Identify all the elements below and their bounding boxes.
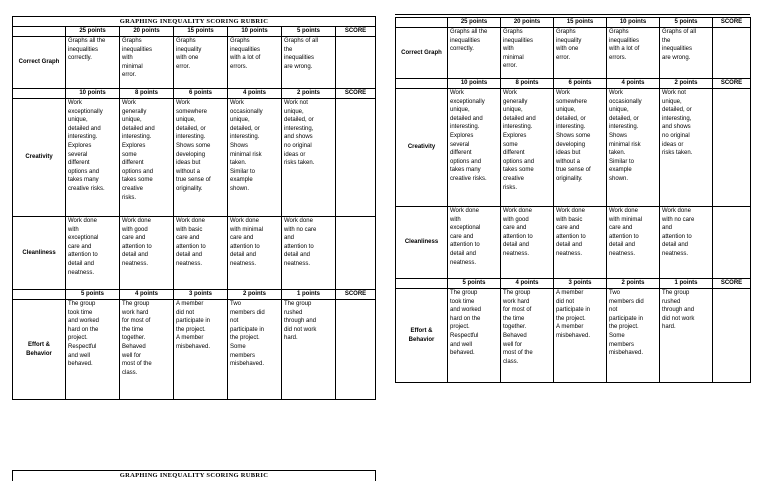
score-header: SCORE	[336, 89, 376, 99]
criteria-cell: Two members did not participate in the project. Some members misbehaved.	[607, 289, 660, 383]
points-header: 6 points	[174, 89, 228, 99]
points-header: 4 points	[120, 290, 174, 300]
criteria-cell: Graphs of all the inequalities are wrong.	[660, 28, 713, 79]
criteria-cell: Work done with basic care and attention to detail and neatness.	[554, 207, 607, 279]
criteria-cell: The group took time and worked hard on the project. Respectful and well behaved.	[448, 289, 501, 383]
score-cell[interactable]	[336, 37, 376, 89]
score-cell[interactable]	[713, 28, 751, 79]
criteria-cell: A member did not participate in the project. A member misbehaved.	[554, 289, 607, 383]
points-header: 8 points	[120, 89, 174, 99]
criteria-cell: Graphs inequalities with a lot of errors.	[607, 28, 660, 79]
criteria-cell: Work occasionally unique, detailed, or interesting. Shows minimal risk taken. Similar to example shown.	[228, 99, 282, 217]
points-header: 3 points	[554, 279, 607, 289]
criteria-cell: The group rushed through and did not work hard.	[660, 289, 713, 383]
rubric-title: GRAPHING INEQUALITY SCORING RUBRIC	[13, 17, 376, 27]
criteria-cell: Graphs all the inequalities correctly.	[448, 28, 501, 79]
points-header: 20 points	[501, 18, 554, 28]
criteria-cell: Graphs inequality with one error.	[554, 28, 607, 79]
criteria-cell: Work not unique, detailed, or interesting, and shows no original ideas or risks taken.	[282, 99, 336, 217]
points-header: 3 points	[174, 290, 228, 300]
rubric-title-bottom: GRAPHING INEQUALITY SCORING RUBRIC	[12, 470, 376, 481]
points-header: 8 points	[501, 79, 554, 89]
category-creativity: Creativity	[396, 89, 448, 207]
score-cell[interactable]	[336, 99, 376, 217]
points-header: 5 points	[66, 290, 120, 300]
points-header: 5 points	[282, 27, 336, 37]
criteria-cell: Graphs all the inequalities correctly.	[66, 37, 120, 89]
criteria-cell: Two members did not participate in the project. Some members misbehaved.	[228, 300, 282, 400]
score-cell[interactable]	[336, 300, 376, 400]
points-header: 10 points	[228, 27, 282, 37]
score-cell[interactable]	[336, 217, 376, 290]
points-header: 4 points	[607, 79, 660, 89]
category-effort-behavior: Effort & Behavior	[13, 300, 66, 400]
rubric-table-left	[12, 16, 376, 400]
criteria-cell: Graphs inequalities with minimal error.	[120, 37, 174, 89]
score-header: SCORE	[336, 290, 376, 300]
criteria-cell: Work done with exceptional care and attention to detail and neatness.	[448, 207, 501, 279]
score-cell[interactable]	[713, 89, 751, 207]
criteria-cell: Work somewhere unique, detailed, or interesting. Shows some developing ideas but without a true sense of originality.	[554, 89, 607, 207]
category-cleanliness: Cleanliness	[396, 207, 448, 279]
criteria-cell: Work somewhere unique, detailed, or interesting. Shows some developing ideas but without a true sense of originality.	[174, 99, 228, 217]
category-cleanliness: Cleanliness	[13, 217, 66, 290]
criteria-cell: Graphs inequalities with minimal error.	[501, 28, 554, 79]
criteria-cell: The group took time and worked hard on the project. Respectful and well behaved.	[66, 300, 120, 400]
points-header: 4 points	[501, 279, 554, 289]
criteria-cell: Work done with exceptional care and attention to detail and neatness.	[66, 217, 120, 290]
criteria-cell: Work generally unique, detailed and interesting. Explores some different options and takes some creative risks.	[501, 89, 554, 207]
points-header: 10 points	[66, 89, 120, 99]
points-header: 2 points	[282, 89, 336, 99]
points-header: 15 points	[174, 27, 228, 37]
score-header: SCORE	[336, 27, 376, 37]
criteria-cell: The group work hard for most of the time together. Behaved well for most of the class.	[120, 300, 174, 400]
criteria-cell: Work done with no care and attention to detail and neatness.	[660, 207, 713, 279]
criteria-cell: A member did not participate in the project. A member misbehaved.	[174, 300, 228, 400]
points-header: 5 points	[660, 18, 713, 28]
points-header: 25 points	[66, 27, 120, 37]
score-header: SCORE	[713, 18, 751, 28]
criteria-cell: Work done with basic care and attention to detail and neatness.	[174, 217, 228, 290]
score-header: SCORE	[713, 79, 751, 89]
points-header: 1 points	[282, 290, 336, 300]
score-cell[interactable]	[713, 207, 751, 279]
points-header: 2 points	[228, 290, 282, 300]
points-header: 6 points	[554, 79, 607, 89]
score-header: SCORE	[713, 279, 751, 289]
criteria-cell: Work done with no care and attention to detail and neatness.	[282, 217, 336, 290]
criteria-cell: Work done with minimal care and attention to detail and neatness.	[228, 217, 282, 290]
criteria-cell: Work done with good care and attention to detail and neatness.	[120, 217, 174, 290]
points-header: 10 points	[607, 18, 660, 28]
criteria-cell: Work generally unique, detailed and interesting. Explores some different options and takes some creative risks.	[120, 99, 174, 217]
criteria-cell: The group work hard for most of the time together. Behaved well for most of the class.	[501, 289, 554, 383]
criteria-cell: Work done with good care and attention to detail and neatness.	[501, 207, 554, 279]
points-header: 2 points	[607, 279, 660, 289]
criteria-cell: Graphs of all the inequalities are wrong.	[282, 37, 336, 89]
criteria-cell: Graphs inequality with one error.	[174, 37, 228, 89]
criteria-cell: Work done with minimal care and attention to detail and neatness.	[607, 207, 660, 279]
top-rule	[395, 14, 750, 15]
points-header: 4 points	[228, 89, 282, 99]
points-header: 2 points	[660, 79, 713, 89]
points-header: 10 points	[448, 79, 501, 89]
rubric-table-right	[395, 17, 751, 383]
criteria-cell: Work occasionally unique, detailed, or interesting. Shows minimal risk taken. Similar to example shown.	[607, 89, 660, 207]
category-effort-behavior: Effort & Behavior	[396, 289, 448, 383]
criteria-cell: Graphs inequalities with a lot of errors.	[228, 37, 282, 89]
criteria-cell: Work exceptionally unique, detailed and interesting. Explores several different options and takes many creative risks.	[66, 99, 120, 217]
points-header: 1 points	[660, 279, 713, 289]
criteria-cell: The group rushed through and did not work hard.	[282, 300, 336, 400]
score-cell[interactable]	[713, 289, 751, 383]
points-header: 15 points	[554, 18, 607, 28]
criteria-cell: Work exceptionally unique, detailed and interesting. Explores several different options and takes many creative risks.	[448, 89, 501, 207]
category-correct-graph: Correct Graph	[13, 37, 66, 89]
category-creativity: Creativity	[13, 99, 66, 217]
points-header: 25 points	[448, 18, 501, 28]
category-correct-graph: Correct Graph	[396, 28, 448, 79]
criteria-cell: Work not unique, detailed, or interesting, and shows no original ideas or risks taken.	[660, 89, 713, 207]
points-header: 5 points	[448, 279, 501, 289]
points-header: 20 points	[120, 27, 174, 37]
